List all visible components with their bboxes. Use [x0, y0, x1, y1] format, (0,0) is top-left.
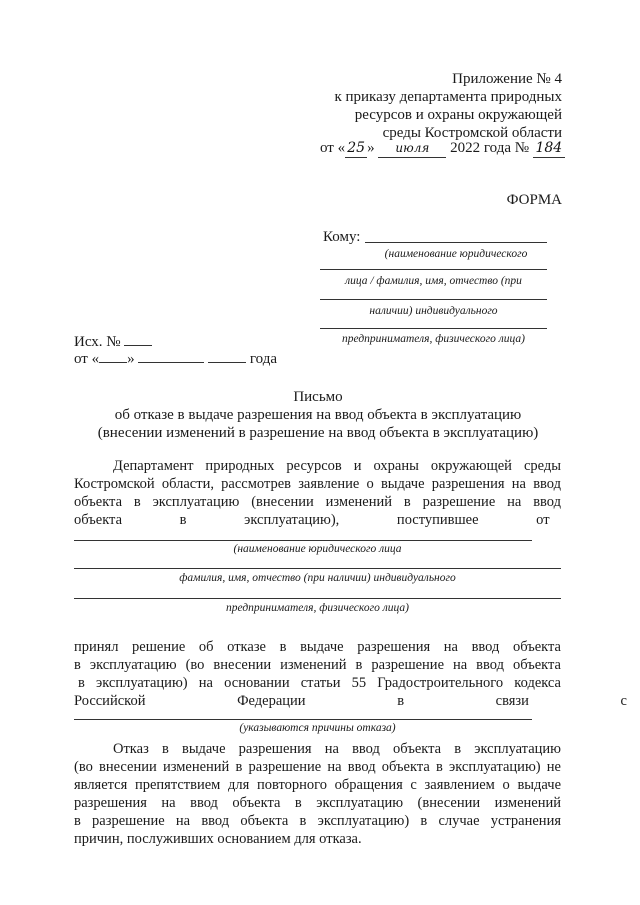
paragraph-2-line: в эксплуатацию (во внесении изменений в разрешение на ввод объекта — [74, 657, 561, 673]
paragraph-2-line: принял решение об отказе в выдаче разрешения на ввод объекта — [74, 639, 561, 655]
recipient-line — [320, 328, 547, 329]
applicant-line — [74, 568, 561, 569]
outgoing-number-blank — [124, 331, 152, 346]
recipient-caption: наличии) индивидуального — [369, 305, 498, 317]
appendix-number: Приложение № 4 — [452, 71, 562, 87]
recipient-caption: (наименование юридического — [384, 248, 528, 260]
recipient-name-line — [365, 242, 547, 243]
letter-subtitle: об отказе в выдаче разрешения на ввод объекта в эксплуатацию — [114, 407, 522, 423]
paragraph-3-line: в разрешение на ввод объекта в эксплуатацию) в случае устранения — [74, 813, 561, 829]
paragraph-1-line: объекта в эксплуатацию), поступившее от — [74, 512, 550, 528]
outgoing-date-line: от « » года — [74, 348, 277, 368]
outgoing-number-line: Исх. № — [74, 331, 152, 351]
reason-caption: (указываются причины отказа) — [239, 722, 396, 734]
applicant-caption: предпринимателя, физического лица) — [226, 602, 409, 614]
paragraph-3-line: разрешения на ввод объекта в эксплуатацию (внесении изменений — [74, 795, 561, 811]
letter-subtitle: (внесении изменений в разрешение на ввод объекта в эксплуатацию) — [97, 425, 539, 441]
applicant-line — [74, 540, 532, 541]
recipient-line — [320, 299, 547, 300]
outgoing-month-blank — [138, 348, 204, 363]
paragraph-1-line: Костромской области, рассмотрев заявление о выдаче разрешения на ввод — [74, 476, 561, 492]
paragraph-1-line: Департамент природных ресурсов и охраны окружающей среды — [113, 458, 561, 474]
applicant-line — [74, 598, 561, 599]
recipient-caption: лица / фамилия, имя, отчество (при — [345, 275, 522, 287]
form-label: ФОРМА — [506, 192, 562, 208]
order-reference-line: к приказу департамента природных — [334, 89, 562, 105]
reason-line — [74, 719, 532, 720]
paragraph-1-line: объекта в эксплуатацию (внесении изменений в разрешение на ввод — [74, 494, 561, 510]
paragraph-3-line: является препятствием для повторного обращения с заявлением о выдаче — [74, 777, 561, 793]
recipient-label: Кому: — [323, 229, 361, 245]
paragraph-3-line: (во внесении изменений в разрешение на ввод объекта в эксплуатацию) не — [74, 759, 561, 775]
handwritten-day: 25 — [345, 139, 367, 158]
outgoing-year-blank — [208, 348, 246, 363]
order-date-line: от « 25 » июля 2022 года № 184 — [320, 139, 565, 158]
paragraph-2-line: в эксплуатацию) на основании статьи 55 Градостроительного кодекса — [78, 675, 561, 691]
recipient-caption: предпринимателя, физического лица) — [342, 333, 525, 345]
order-reference-line: среды Костромской области — [382, 125, 562, 141]
handwritten-order-number: 184 — [533, 139, 565, 158]
order-reference-line: ресурсов и охраны окружающей — [354, 107, 562, 123]
applicant-caption: фамилия, имя, отчество (при наличии) индивидуального — [179, 572, 456, 584]
letter-title: Письмо — [293, 389, 343, 405]
outgoing-day-blank — [99, 348, 127, 363]
applicant-caption: (наименование юридического лица — [233, 543, 402, 555]
paragraph-3-line: причин, послуживших основанием для отказа. — [74, 831, 362, 847]
handwritten-month: июля — [378, 139, 446, 158]
paragraph-2-line: Российской Федерации в связи с — [74, 693, 627, 709]
recipient-line — [320, 269, 547, 270]
paragraph-3-line: Отказ в выдаче разрешения на ввод объекта в эксплуатацию — [113, 741, 561, 757]
